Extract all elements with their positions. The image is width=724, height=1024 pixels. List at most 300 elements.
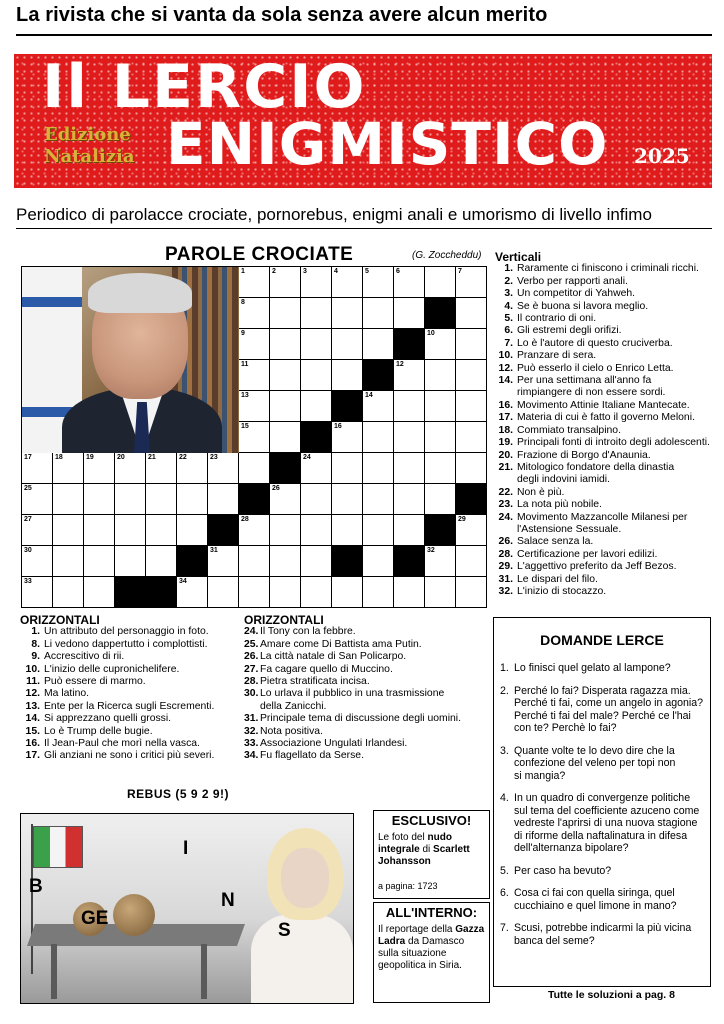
question-line: con te? Perchè lo fai? [514,722,617,734]
crossword-cell[interactable] [363,267,394,298]
clue-number: 14. [498,375,513,387]
crossword-cell[interactable] [53,453,84,484]
crossword-cell[interactable] [208,577,239,608]
clue-text: l'Astensione Sessuale. [517,523,622,535]
clue-number: 34. [244,750,259,762]
question-line: cucchiaino e quel limone in mano? [514,899,677,912]
vertical-clue [495,301,715,313]
vertical-clue [495,574,715,586]
horizontal-clue [20,676,246,688]
crossword-cell[interactable] [53,546,84,577]
vertical-clue [495,487,715,499]
clue-text: Commiato transalpino. [517,424,621,436]
crossword-cell[interactable] [425,577,456,608]
crossword-cell[interactable] [425,329,456,360]
crossword-cell[interactable] [394,453,425,484]
crossword-cell[interactable] [425,453,456,484]
vertical-clue [495,338,715,350]
crossword-cell[interactable] [332,422,363,453]
crossword-cell[interactable] [301,391,332,422]
question-item [494,922,710,947]
vertical-clue [495,437,715,449]
crossword-cell[interactable] [146,484,177,515]
clue-text: Mitologico fondatore della dinastia [517,461,675,473]
cell-number: 26 [272,485,280,492]
clue-number: 7. [504,337,513,349]
clue-text: Salace senza la. [517,536,594,548]
crossword-author: (G. Zoccheddu) [412,250,482,261]
crossword-cell[interactable] [394,391,425,422]
crossword-cell[interactable] [270,546,301,577]
cell-number: 5 [365,268,369,275]
crossword-cell[interactable] [425,360,456,391]
clue-text: degli indovini iamidi. [517,474,610,486]
clue-number: 22. [498,486,513,498]
crossword-cell[interactable] [146,453,177,484]
horizontal-clue [20,750,246,762]
crossword-cell[interactable] [363,546,394,577]
cell-number: 13 [241,392,249,399]
cell-number: 6 [396,268,400,275]
crossword-cell[interactable] [84,453,115,484]
horizontal-clue [20,688,246,700]
question-number: 3. [500,744,509,757]
exclusive-title: ESCLUSIVO! [391,813,472,828]
crossword-cell[interactable] [394,484,425,515]
clue-text: Pietra stratificata incisa. [260,676,370,688]
crossword-cell[interactable] [270,515,301,546]
horizontal-clues-col2 [244,614,484,763]
question-item [494,887,710,912]
crossword-cell[interactable] [301,298,332,329]
crossword-cell[interactable] [363,484,394,515]
crossword-cell[interactable] [208,484,239,515]
crossword-cell[interactable] [270,298,301,329]
clue-text: Il contrario di oni. [517,313,597,325]
clue-text: La nota più nobile. [517,499,602,511]
clue-number: 21. [498,461,513,473]
clue-number: 32. [244,725,259,737]
crossword-cell[interactable] [208,546,239,577]
clue-number: 1. [504,263,513,275]
clue-number: 26. [498,536,513,548]
clue-number: 15. [25,725,40,737]
vertical-clue [495,263,715,275]
table-leg [51,944,57,999]
vertical-clue [495,450,715,462]
inside-text2: da Damasco sulla situazione geopolitica in Siria. [378,936,465,971]
exclusive-text [374,828,489,868]
crossword-cell[interactable] [332,577,363,608]
vertical-clue [495,549,715,561]
crossword-cell[interactable] [239,329,270,360]
cell-number: 18 [55,454,63,461]
crossword-cell[interactable] [239,298,270,329]
question-number: 4. [500,792,509,804]
vertical-clue [495,363,715,375]
hair-shape [88,273,192,313]
clue-text: Li vedono dappertutto i complottisti. [44,638,208,650]
crossword-cell[interactable] [177,577,208,608]
crossword-cell[interactable] [22,546,53,577]
horizontal-clues-col1 [20,614,246,763]
clue-text: Fa cagare quello di Muccino. [260,663,393,675]
vertical-clue [495,499,715,511]
clue-number: 12. [25,688,40,700]
crossword-cell[interactable] [394,298,425,329]
crossword-cell[interactable] [394,515,425,546]
cell-number: 15 [241,423,249,430]
clue-text: rimpiangere di non essere sordi. [517,387,666,399]
horizontal-clue [20,738,246,750]
crossword-cell[interactable] [115,546,146,577]
crossword-cell[interactable] [456,577,487,608]
clue-number: 10. [25,663,40,675]
question-line: Lo finisci quel gelato al lampone? [514,662,671,674]
crossword-cell[interactable] [53,515,84,546]
clue-number: 27. [244,663,259,675]
clue-number: 28. [244,676,259,688]
clue-number: 19. [498,437,513,449]
edition-label [44,124,135,168]
cell-number: 28 [241,516,249,523]
clue-text: Pranzare di sera. [517,350,597,362]
crossword-black-cell [239,484,270,515]
vertical-clue [495,536,715,548]
question-item [494,662,710,675]
crossword-cell[interactable] [53,484,84,515]
inside-text [374,920,489,972]
crossword-cell[interactable] [208,453,239,484]
masthead-title-line1: Il LERCIO [42,54,367,122]
question-line: dell'alternanza bipolare? [514,842,629,854]
question-line: vedreste l'aprirsi di una nuova stagione [514,817,698,829]
crossword-title: PAROLE CROCIATE [165,244,354,265]
clue-number: 6. [504,325,513,337]
crossword-cell[interactable] [270,329,301,360]
exclusive-page: a pagina: 1723 [378,881,438,891]
question-line: si mangia? [514,769,566,782]
clue-text: Amare come Di Battista ama Putin. [260,638,422,650]
crossword-cell[interactable] [239,360,270,391]
horizontal-clue [244,688,484,700]
crossword-cell[interactable] [363,298,394,329]
horizontal-clue [244,738,484,750]
clue-text: Ma latino. [44,688,90,700]
clue-number: 29. [498,561,513,573]
edition-line2: Natalizia [44,146,135,167]
questions-box [493,617,711,987]
inside-box [373,902,490,1003]
clue-text: Frazione di Borgo d'Anaunia. [517,449,651,461]
clue-text: Se è buona si lavora meglio. [517,300,649,312]
italian-flag-icon [33,826,83,868]
vertical-clue [495,350,715,362]
crossword-cell[interactable] [301,484,332,515]
crossword-cell[interactable] [177,453,208,484]
masthead-banner [14,54,712,188]
clue-text: Certificazione per lavori edilizi. [517,548,658,560]
crossword-cell[interactable] [239,422,270,453]
question-line: In un quadro di convergenze politiche [514,792,691,804]
horizontal-clue [244,626,484,638]
crossword-cell[interactable] [301,329,332,360]
question-number: 7. [500,922,509,934]
question-item [494,685,710,735]
crossword-cell[interactable] [456,453,487,484]
cell-number: 10 [427,330,435,337]
horizontal-clue [244,750,484,762]
crossword-cell[interactable] [115,484,146,515]
crossword-cell[interactable] [115,515,146,546]
crossword-cell[interactable] [425,267,456,298]
clue-text: Associazione Ungulati Irlandesi. [260,738,408,750]
vertical-clue [495,375,715,387]
crossword-cell[interactable] [239,267,270,298]
clue-text: Il Jean-Paul che morì nella vasca. [44,738,200,750]
masthead-title-line2: ENIGMISTICO [166,110,609,178]
crossword-cell[interactable] [363,515,394,546]
clue-number: 11. [26,676,40,688]
vertical-clue [495,524,715,536]
vertical-clue [495,512,715,524]
cell-number: 11 [241,361,249,368]
rebus-letter: I [183,838,189,859]
clue-number: 9. [31,651,40,663]
clue-text: Un competitor di Yahweh. [517,288,636,300]
crossword-cell[interactable] [239,391,270,422]
clue-number: 13. [25,700,40,712]
crossword-cell[interactable] [456,360,487,391]
crossword-cell[interactable] [22,515,53,546]
clue-number: 26. [244,651,259,663]
crossword-cell[interactable] [239,577,270,608]
clue-number: 24. [498,511,513,523]
crossword-black-cell [363,360,394,391]
crossword-cell[interactable] [456,391,487,422]
crossword-cell[interactable] [363,577,394,608]
crossword-cell[interactable] [22,577,53,608]
inside-title: ALL'INTERNO: [385,905,478,920]
crossword-cell[interactable] [456,267,487,298]
clue-text: Si apprezzano quelli grossi. [44,713,172,725]
crossword-cell[interactable] [394,577,425,608]
crossword-cell[interactable] [425,391,456,422]
crossword-black-cell [146,577,177,608]
crossword-cell[interactable] [270,360,301,391]
crossword-cell[interactable] [332,360,363,391]
inside-bold1: Gazza Ladra [378,924,485,947]
clue-text: Movimento Mazzancolle Milanesi per [517,511,688,523]
vertical-clue [495,425,715,437]
clue-number: 20. [498,449,513,461]
woman-face [281,848,329,908]
clue-text: Principali fonti di introito degli adolescenti. [517,437,710,449]
crossword-cell[interactable] [394,267,425,298]
horizontal-clue [244,664,484,676]
solutions-note: Tutte le soluzioni a pag. 8 [548,989,675,1001]
clue-number: 12. [498,362,513,374]
horizontal-clue [20,639,246,651]
rebus-title: REBUS (5 9 2 9!) [127,787,230,801]
exclusive-box [373,810,490,899]
crossword-cell[interactable] [332,515,363,546]
crossword-cell[interactable] [270,267,301,298]
horizontal-clue [20,664,246,676]
crossword-cell[interactable] [239,453,270,484]
clue-text: Un attributo del personaggio in foto. [44,626,209,638]
clue-text: Gli anziani ne sono i critici più severi. [44,750,215,762]
clue-number: 5. [504,313,513,325]
cell-number: 25 [24,485,32,492]
crossword-cell[interactable] [363,391,394,422]
clue-number: 4. [504,300,513,312]
crossword-cell[interactable] [456,329,487,360]
crossword-cell[interactable] [22,484,53,515]
crossword-cell[interactable] [456,546,487,577]
crossword-cell[interactable] [456,298,487,329]
header-rule [16,34,712,36]
exclusive-bold2: Scarlett Johansson [378,844,470,867]
exclusive-text2: di [422,844,431,855]
question-number: 5. [500,864,509,877]
cell-number: 12 [396,361,404,368]
clue-number: 1. [31,626,40,638]
crossword-cell[interactable] [22,453,53,484]
horizontal-clue [20,726,246,738]
cell-number: 9 [241,330,245,337]
crossword-cell[interactable] [270,391,301,422]
rebus-letter: GE [81,908,109,929]
crossword-cell[interactable] [332,484,363,515]
crossword-cell[interactable] [363,422,394,453]
vertical-clue [495,561,715,573]
crossword-cell[interactable] [53,577,84,608]
cell-number: 33 [24,578,32,585]
clue-text: Può essere di marmo. [44,676,146,688]
crossword-cell[interactable] [301,360,332,391]
question-line: Cosa ci fai con quella siringa, quel [514,887,675,899]
crossword-black-cell [425,298,456,329]
crossword-cell[interactable] [239,515,270,546]
crossword-cell[interactable] [425,484,456,515]
clue-text: Lo è Trump delle bugie. [44,725,153,737]
vertical-clue [495,400,715,412]
crossword-cell[interactable] [301,267,332,298]
crossword-cell[interactable] [332,298,363,329]
clue-text: Accrescitivo di rii. [44,651,125,663]
crossword-black-cell [332,546,363,577]
crossword-cell[interactable] [270,484,301,515]
clue-text: La città natale di San Policarpo. [260,651,407,663]
clue-text: Ente per la Ricerca sugli Escrementi. [44,700,215,712]
vertical-clue [495,276,715,288]
horizontal-clue [244,701,484,713]
clue-text: Può esserlo il cielo o Enrico Letta. [517,362,674,374]
clue-text: Lo urlava il pubblico in una trasmissione [260,688,445,700]
crossword-cell[interactable] [301,546,332,577]
crossword-cell[interactable] [456,422,487,453]
crossword-cell[interactable] [456,515,487,546]
cell-number: 8 [241,299,245,306]
crossword-cell[interactable] [177,484,208,515]
clue-number: 10. [498,350,513,362]
vertical-clue [495,313,715,325]
horizontal-clue [20,651,246,663]
crossword-cell[interactable] [239,546,270,577]
crossword-black-cell [115,577,146,608]
crossword-cell[interactable] [270,422,301,453]
question-line: sul tema del coefficiente azuceno come [514,804,700,817]
clue-text: Le dispari del filo. [517,573,598,585]
crossword-cell[interactable] [84,484,115,515]
clue-number: 2. [504,275,513,287]
vertical-clue [495,474,715,486]
crossword-cell[interactable] [394,360,425,391]
crossword-cell[interactable] [84,577,115,608]
rebus-letter: N [221,890,235,911]
crossword-cell[interactable] [270,577,301,608]
clue-text: L'aggettivo preferito da Jeff Bezos. [517,561,677,573]
crossword-cell[interactable] [146,546,177,577]
crossword-cell[interactable] [363,329,394,360]
crossword-cell[interactable] [363,453,394,484]
horizontal-clue [244,639,484,651]
crossword-cell[interactable] [394,422,425,453]
question-line: Quante volte te lo devo dire che la [514,744,675,757]
question-line: Per caso ha bevuto? [514,864,612,877]
crossword-cell[interactable] [332,329,363,360]
question-number: 1. [500,662,509,674]
cell-number: 3 [303,268,307,275]
rebus-illustration [20,813,354,1004]
crossword-cell[interactable] [425,546,456,577]
clue-text: Lo è l'autore di questo cruciverba. [517,337,673,349]
clue-text: L'inizio di stocazzo. [517,585,607,597]
clue-number: 23. [498,499,513,511]
question-line: Perché ti fai del male? Perché ce l'hai [514,709,691,722]
clue-text: della Zanicchi. [260,700,327,712]
clue-number: 18. [498,424,513,436]
crossword-cell[interactable] [425,422,456,453]
crossword-cell[interactable] [332,453,363,484]
crossword-cell[interactable] [301,453,332,484]
crossword-black-cell [425,515,456,546]
crossword-cell[interactable] [146,515,177,546]
crossword-black-cell [456,484,487,515]
clue-text: Non è più. [517,486,565,498]
subtitle-rule [16,228,712,229]
crossword-cell[interactable] [84,515,115,546]
edition-year: 2025 [634,144,690,168]
portrait-photo [22,267,239,453]
crossword-cell[interactable] [301,577,332,608]
crossword-black-cell [332,391,363,422]
clue-number: 31. [244,713,259,725]
cell-number: 2 [272,268,276,275]
horizontal-clue [20,626,246,638]
vertical-clue [495,462,715,474]
crossword-black-cell [394,546,425,577]
crossword-black-cell [301,422,332,453]
crossword-cell[interactable] [84,546,115,577]
question-number: 2. [500,684,509,697]
crossword-cell[interactable] [177,515,208,546]
crossword-black-cell [177,546,208,577]
crossword-cell[interactable] [115,453,146,484]
crossword-cell[interactable] [301,515,332,546]
crossword-cell[interactable] [332,267,363,298]
